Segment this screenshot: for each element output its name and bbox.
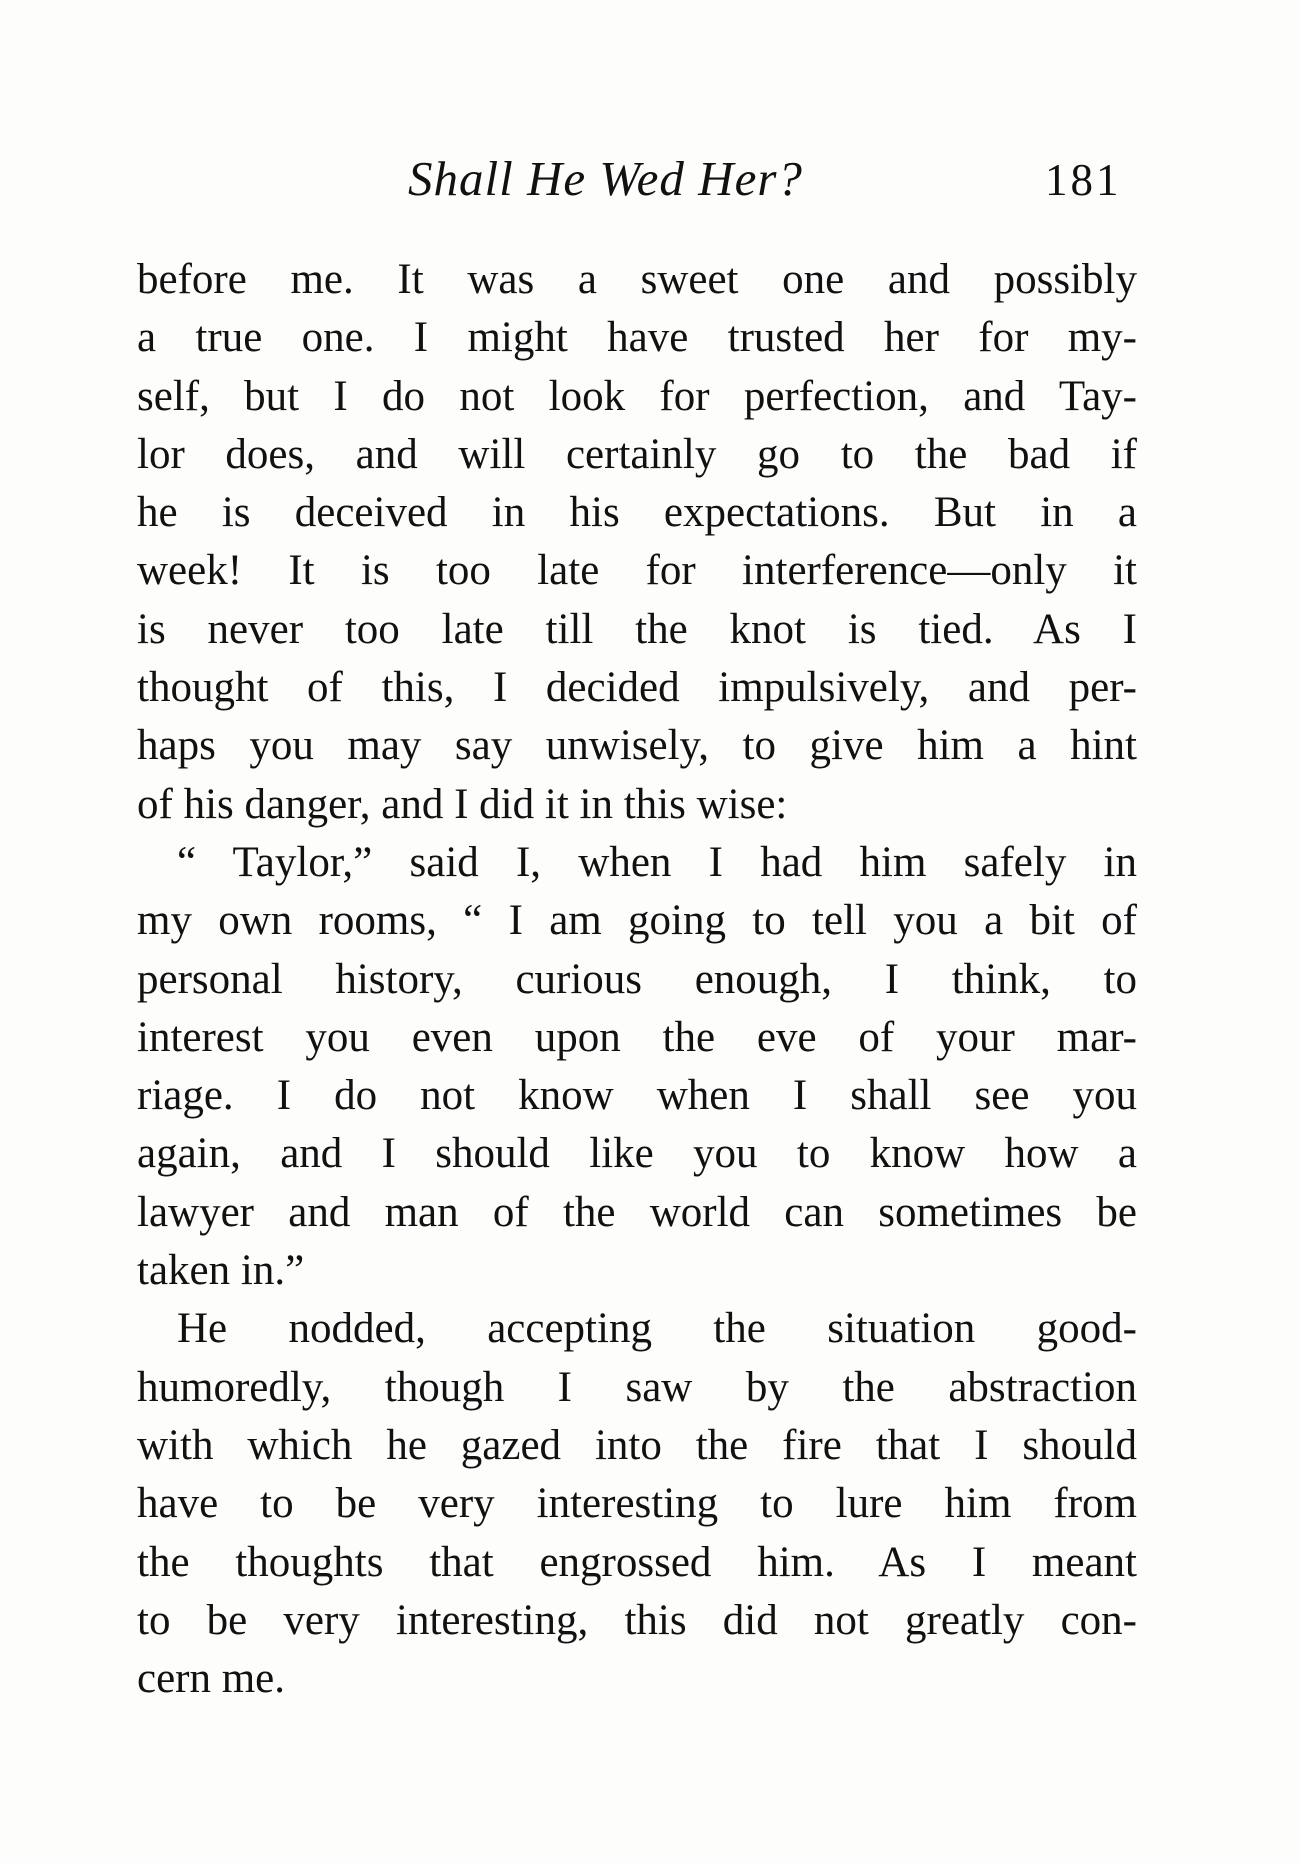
text-line: personal history, curious enough, I think, to — [137, 955, 1137, 1003]
text-line: to be very interesting, this did not greatly con- — [137, 1596, 1137, 1644]
running-head — [0, 150, 1301, 210]
text-line: humoredly, though I saw by the abstraction — [137, 1363, 1137, 1411]
text-line: interest you even upon the eve of your mar- — [137, 1013, 1137, 1061]
text-line: “ Taylor,” said I, when I had him safely in — [177, 838, 1137, 886]
text-line: my own rooms, “ I am going to tell you a bit of — [137, 897, 1137, 945]
text-line: haps you may say unwisely, to give him a hint — [137, 722, 1137, 770]
text-line: He nodded, accepting the situation good- — [177, 1305, 1137, 1353]
text-line: self, but I do not look for perfection, and Tay- — [137, 372, 1137, 420]
text-line: week! It is too late for interference—only it — [137, 547, 1137, 595]
text-line: taken in.” — [137, 1247, 305, 1295]
text-line: thought of this, I decided impulsively, and per- — [137, 664, 1137, 712]
text-line: with which he gazed into the fire that I should — [137, 1421, 1137, 1469]
text-line: a true one. I might have trusted her for my- — [137, 314, 1137, 362]
text-line: have to be very interesting to lure him from — [137, 1480, 1137, 1528]
page-number: 181 — [1045, 155, 1122, 205]
text-line: the thoughts that engrossed him. As I meant — [137, 1538, 1137, 1586]
text-line: lawyer and man of the world can sometimes be — [137, 1188, 1137, 1236]
text-line: riage. I do not know when I shall see you — [137, 1072, 1137, 1120]
running-title: Shall He Wed Her? — [408, 151, 803, 206]
text-line: of his danger, and I did it in this wise: — [137, 780, 788, 828]
text-line: before me. It was a sweet one and possibly — [137, 256, 1137, 303]
text-line: again, and I should like you to know how a — [137, 1130, 1137, 1178]
text-line: is never too late till the knot is tied. As I — [137, 605, 1137, 653]
text-line: he is deceived in his expectations. But in a — [137, 489, 1137, 537]
text-line: cern me. — [137, 1655, 286, 1703]
body-text — [137, 251, 1137, 1708]
text-line: lor does, and will certainly go to the bad if — [137, 430, 1137, 478]
